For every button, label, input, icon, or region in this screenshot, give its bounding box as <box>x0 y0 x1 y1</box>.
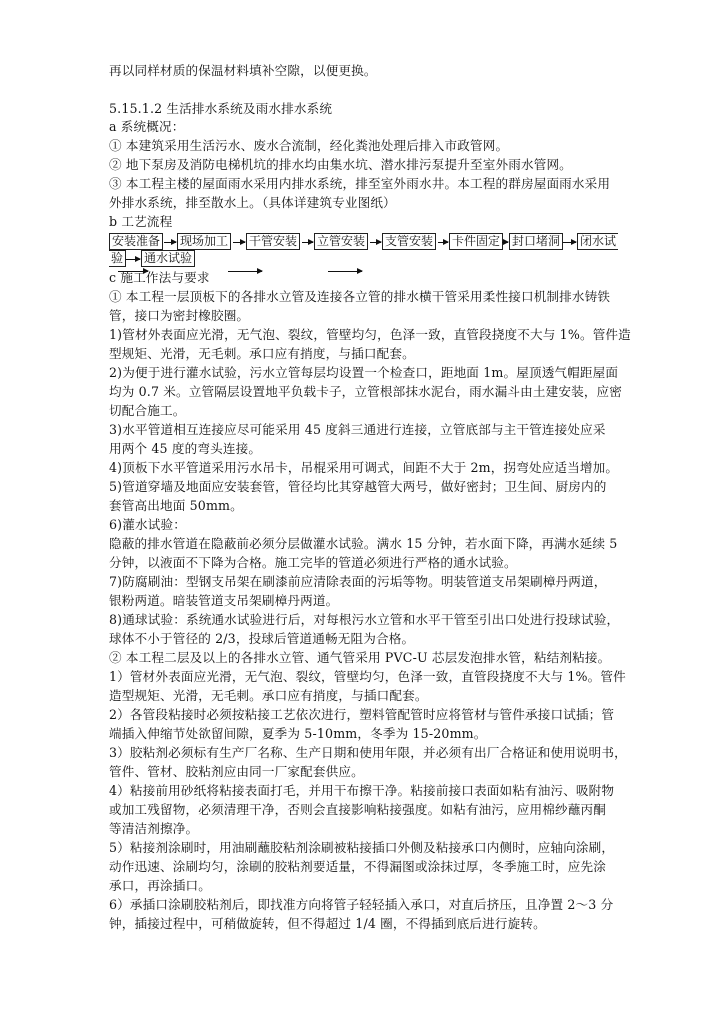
flow-arrow <box>563 242 576 243</box>
flow-arrow <box>370 242 381 243</box>
flow-step-clamp-fixing: 卡件固定 <box>449 233 503 250</box>
text-line: 均为 0.7 米。立管隔层设置地平负载卡子，立管根部抹水泥台，雨水漏斗由土建安装，应密 <box>109 384 623 399</box>
text-line: 6）承插口涂刷胶粘剂后，即找准方向将管子轻轻插入承口，对直后挤压，且净置 2～3 分 <box>109 897 614 912</box>
flow-arrow <box>328 271 362 272</box>
text-line: 等清洁剂擦净。 <box>109 821 199 836</box>
text-line: 3）胶粘剂必须标有生产厂名称、生产日期和使用年限，并必须有出厂合格证和使用说明书， <box>109 745 627 760</box>
text-line: 1）管材外表面应光滑，无气泡、裂纹，管壁均匀，色泽一致，直管段挠度不大与 1%。管件 <box>109 669 626 684</box>
text-line: ① 本工程一层顶板下的各排水立管及连接各立管的排水横干管采用柔性接口机制排水铸铁 <box>109 289 611 304</box>
text-line: ② 本工程二层及以上的各排水立管、通气管采用 PVC-U 芯层发泡排水管，粘结剂粘接。 <box>109 650 611 665</box>
text-line: 造型规矩、光滑，无毛刺。承口应有捎度，与插口配套。 <box>109 688 428 703</box>
flow-step-branch-pipe: 支管安装 <box>382 233 436 250</box>
text-line: 用两个 45 度的弯头连接。 <box>109 441 262 456</box>
section-heading: 5.15.1.2 生活排水系统及雨水排水系统 <box>109 101 333 116</box>
text-line: 8)通球试验：系统通水试验进行后，对每根污水立管和水平干管至引出口处进行投球试验， <box>109 612 620 627</box>
text-line: 6)灌水试验： <box>109 517 186 532</box>
text-line: 3)水平管道相互连接应尽可能采用 45 度斜三通进行连接，立管底部与主干管连接处应采 <box>109 422 606 437</box>
text-line: 2）各管段粘接时必须按粘接工艺依次进行，塑料管配管时应将管材与管件承接口试插；管 <box>109 707 615 722</box>
flow-step-main-pipe: 干管安装 <box>246 233 300 250</box>
text-line: 外排水系统，排至散水上。（具体详建筑专业图纸） <box>109 195 396 210</box>
text-line: 分钟，以液面不下降为合格。施工完毕的管道必须进行严格的通水试验。 <box>109 555 517 570</box>
text-line: 管，接口为密封橡胶圈。 <box>109 308 250 323</box>
text-line: 4）粘接前用砂纸将粘接表面打毛，并用干布擦干净。粘接前接口表面如粘有油污、吸附物 <box>109 783 615 798</box>
text-line: 套管高出地面 50mm。 <box>109 498 243 513</box>
flow-step-closed-water-test-cont: 验 <box>109 250 126 267</box>
flow-arrow <box>502 242 508 243</box>
subheading: b 工艺流程 <box>109 214 173 229</box>
subheading: c 施工作法与要求 <box>109 270 210 285</box>
text-line: 钟，插接过程中，可稍做旋转，但不得超过 1/4 圈，不得插到底后进行旋转。 <box>109 916 546 931</box>
subheading: a 系统概况： <box>109 119 185 134</box>
text-line: 银粉两道。暗装管道支吊架刷樟丹两道。 <box>109 593 339 608</box>
text-line: 隐蔽的排水管道在隐蔽前必须分层做灌水试验。满水 15 分钟，若水面下降，再满水延续 5 <box>109 536 618 551</box>
text-line: 端插入伸缩节处欲留间隙，夏季为 5-10mm，冬季为 15-20mm。 <box>109 726 487 741</box>
flow-step-riser-pipe: 立管安装 <box>314 233 368 250</box>
flow-arrow <box>126 259 140 260</box>
flow-arrow <box>438 242 448 243</box>
text-line: 承口，再涂插口。 <box>109 878 211 893</box>
text-line: 或加工残留物，必须清理干净，否则会直接影响粘接强度。如粘有油污，应用棉纱蘸丙酮 <box>109 802 607 817</box>
flow-step-prepare: 安装准备 <box>109 233 163 250</box>
text-line: 7)防腐刷油：型钢支吊架在刷漆前应清除表面的污垢等物。明装管道支吊架刷樟丹两道， <box>109 574 607 589</box>
text-line: 型规矩、光滑，无毛刺。承口应有捎度，与插口配套。 <box>109 346 415 361</box>
text-line: 5)管道穿墙及地面应安装套管，管径均比其穿越管大两号，做好密封；卫生间、厨房内的 <box>109 479 607 494</box>
text-line: 2)为便于进行灌水试验，污水立管每层均设置一个检查口，距地面 1m。屋顶透气帽距屋面 <box>109 365 619 380</box>
flow-arrow <box>164 242 176 243</box>
flow-arrow <box>302 242 313 243</box>
text-line: 再以同样材质的保温材料填补空隙，以便更换。 <box>109 63 377 78</box>
text-line: 动作迅速、涂刷均匀，涂刷的胶粘剂要适量，不得漏图或涂抹过厚，冬季施工时，应先涂 <box>109 859 607 874</box>
text-line: 球体不小于管径的 2/3，投球后管道通畅无阻为合格。 <box>109 631 415 646</box>
flow-step-closed-water-test: 闭水试 <box>577 233 618 250</box>
text-line: 1)管材外表面应光滑，无气泡、裂纹，管壁均匀，色泽一致，直管段挠度不大与 1%。管件造 <box>109 327 631 342</box>
text-line: ② 地下泵房及消防电梯机坑的排水均由集水坑、潜水排污泵提升至室外雨水管网。 <box>109 157 572 172</box>
text-line: 5）粘接剂涂刷时，用油刷蘸胶粘剂涂刷被粘接插口外侧及粘接承口内侧时，应轴向涂刷， <box>109 840 615 855</box>
text-line: ① 本建筑采用生活污水、废水合流制，经化粪池处理后排入市政管网。 <box>109 138 509 153</box>
flow-step-water-flow-test: 通水试验 <box>141 250 195 267</box>
flow-step-field-processing: 现场加工 <box>177 233 231 250</box>
text-line: ③ 本工程主楼的屋面雨水采用内排水系统，排至室外雨水井。本工程的群房屋面雨水采用 <box>109 176 611 191</box>
flow-arrow <box>228 271 262 272</box>
text-line: 切配合施工。 <box>109 403 186 418</box>
text-line: 4)顶板下水平管道采用污水吊卡，吊棍采用可调式，间距不大于 2m，拐弯处应适当增加。 <box>109 460 619 475</box>
text-line: 管件、管材、胶粘剂应由同一厂家配套供应。 <box>109 764 364 779</box>
flow-step-seal-holes: 封口堵洞 <box>509 233 563 250</box>
flow-arrow <box>233 242 245 243</box>
